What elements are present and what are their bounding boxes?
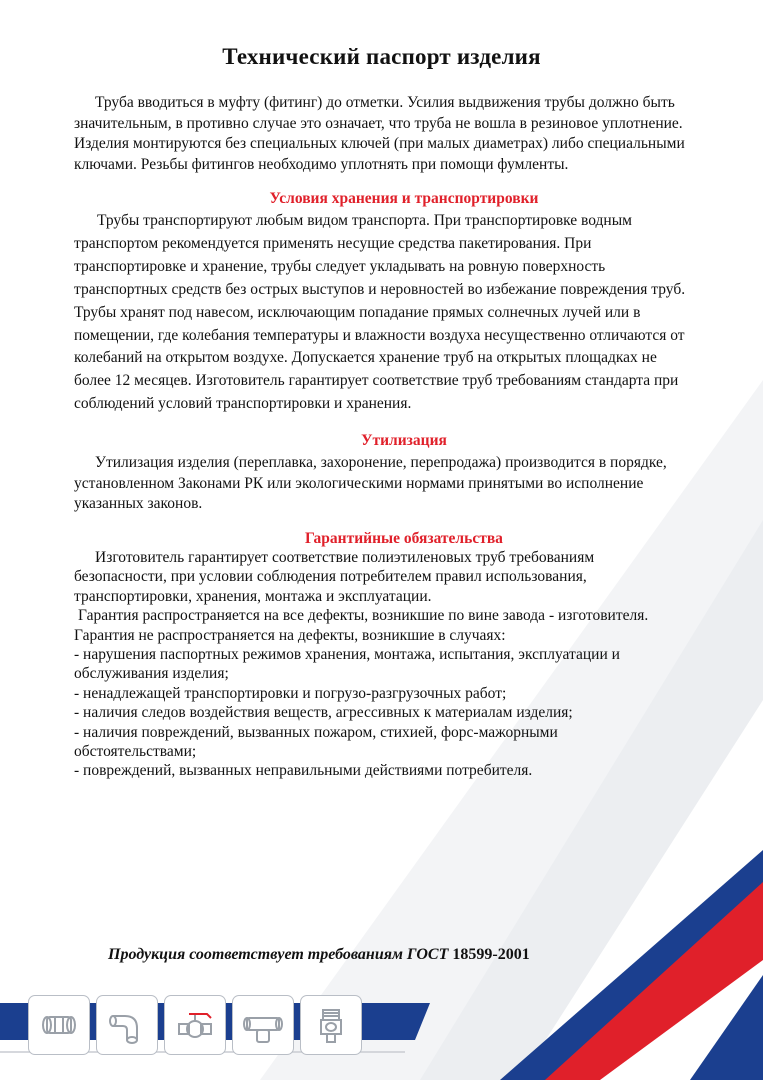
text-line: обслуживания изделия; bbox=[74, 665, 229, 683]
text-line: обстоятельствами; bbox=[74, 743, 197, 761]
text-line: Изделия монтируются без специальных ключей (при малых диаметрах) либо специальными bbox=[74, 135, 685, 153]
gost-note-text: Продукция соответствует требованиям ГОСТ bbox=[108, 946, 449, 963]
text-line: Утилизация изделия (переплавка, захоронение, перепродажа) производится в порядке, bbox=[95, 454, 667, 471]
pipe-tee-icon bbox=[232, 995, 294, 1055]
warranty-paragraph bbox=[74, 548, 746, 781]
text-line: более 12 месяцев. Изготовитель гарантирует соответствие труб требованиям стандарта при bbox=[74, 372, 679, 390]
text-line: установленном Законами РК или экологическими нормами принятыми во исполнение bbox=[74, 474, 644, 492]
text-line: Гарантия распространяется на все дефекты, возникшие по вине завода - изготовителя. bbox=[78, 607, 649, 625]
disposal-section-title: Утилизация bbox=[361, 432, 447, 449]
text-line: Гарантия не распространяется на дефекты, возникшие в случаях: bbox=[74, 626, 506, 644]
text-line: Изготовитель гарантирует соответствие полиэтиленовых труб требованиям bbox=[95, 549, 595, 566]
text-line: - нарушения паспортных режимов хранения, монтажа, испытания, эксплуатации и bbox=[74, 646, 620, 664]
text-line: транспортом рекомендуется применять несущие средства пакетирования. При bbox=[74, 234, 592, 252]
storage-paragraph bbox=[74, 210, 746, 416]
text-line: ключами. Резьбы фитингов необходимо уплотнять при помощи фумленты. bbox=[74, 155, 569, 173]
text-line: соблюдений условий транспортировки и хранения. bbox=[74, 395, 412, 413]
threaded-fitting-icon bbox=[300, 995, 362, 1055]
text-line: - наличия повреждений, вызванных пожаром, стихией, форс-мажорными bbox=[74, 723, 558, 741]
text-line: безопасности, при условии соблюдения потребителем правил использования, bbox=[74, 568, 587, 586]
intro-paragraph bbox=[74, 93, 746, 175]
text-line: Труба вводиться в муфту (фитинг) до отметки. Усилия выдвижения трубы должно быть bbox=[95, 94, 675, 111]
text-line: Трубы хранят под навесом, исключающим попадание прямых солнечных лучей или в bbox=[74, 303, 641, 321]
ball-valve-icon bbox=[164, 995, 226, 1055]
warranty-section-title: Гарантийные обязательства bbox=[305, 530, 503, 547]
text-line: - ненадлежащей транспортировки и погрузо-разгрузочных работ; bbox=[74, 684, 507, 702]
storage-section-title: Условия хранения и транспортировки bbox=[269, 190, 539, 207]
text-line: помещении, где колебания температуры и влажности воздуха несущественно отличаются от bbox=[74, 326, 685, 344]
disposal-paragraph bbox=[74, 453, 746, 515]
text-line: значительным, в противно случае это означает, что труба не вошла в резиновое уплотнение. bbox=[74, 114, 683, 132]
text-line: Трубы транспортируют любым видом транспорта. При транспортировке водным bbox=[97, 212, 632, 229]
text-line: колебаний на открытом воздухе. Допускается хранение труб на открытых площадках не bbox=[74, 349, 657, 367]
text-line: транспортировке и хранение, трубы следует укладывать на ровную поверхность bbox=[74, 257, 606, 275]
gost-number: 18599-2001 bbox=[452, 946, 530, 963]
pipe-coupling-icon bbox=[28, 995, 90, 1055]
pipe-elbow-icon bbox=[96, 995, 158, 1055]
text-line: указанных законов. bbox=[74, 495, 203, 513]
product-icons-row bbox=[28, 995, 362, 1058]
gost-compliance-note bbox=[108, 946, 530, 964]
text-line: - повреждений, вызванных неправильными действиями потребителя. bbox=[74, 762, 533, 780]
text-line: транспортировки, хранения, монтажа и эксплуатации. bbox=[74, 587, 432, 605]
text-line: - наличия следов воздействия веществ, агрессивных к материалам изделия; bbox=[74, 704, 573, 722]
page-title: Технический паспорт изделия bbox=[222, 44, 541, 69]
text-line: транспортных средств без острых выступов и неровностей во избежание повреждения труб. bbox=[74, 280, 686, 298]
